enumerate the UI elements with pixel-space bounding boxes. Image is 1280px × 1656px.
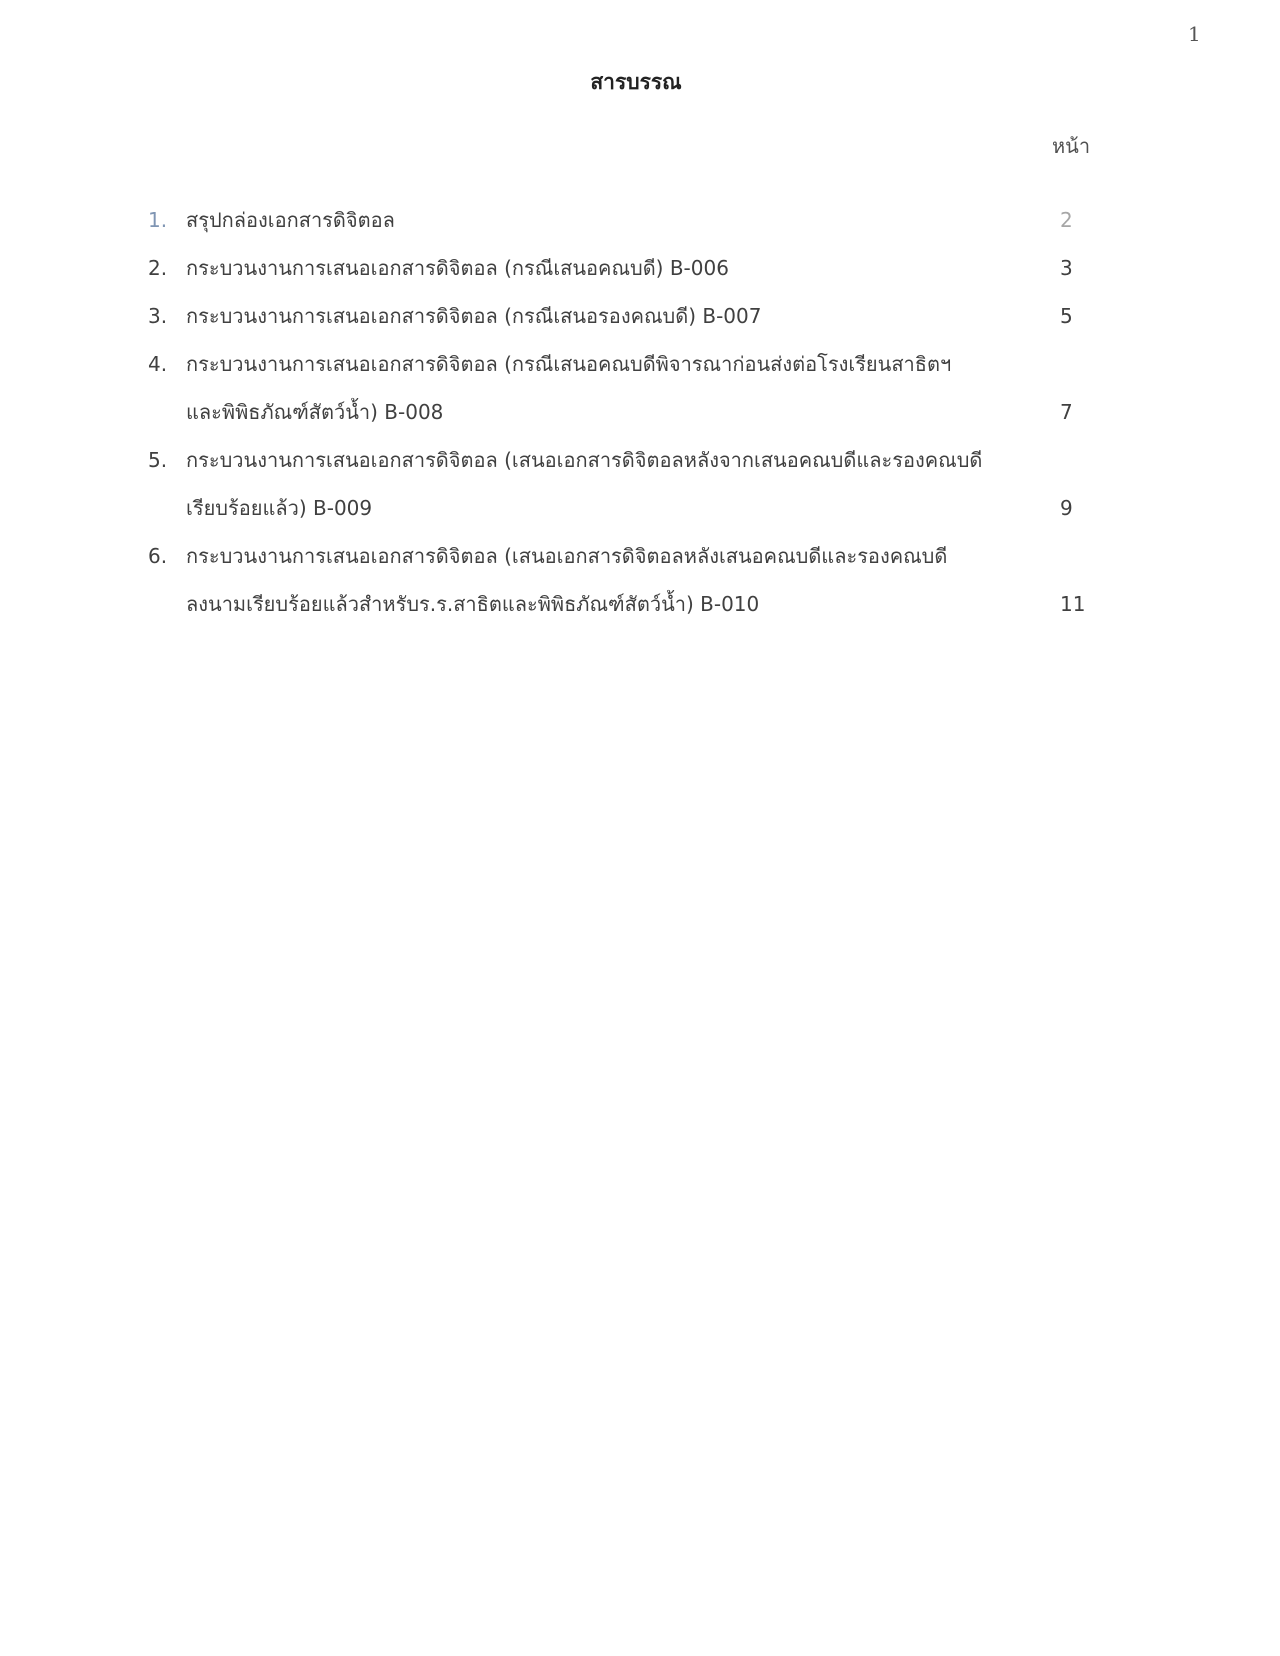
toc-entry-number: 3. [148,304,168,328]
toc-entry-number: 1. [148,208,168,232]
toc-entry-page: 11 [1060,592,1086,616]
toc-entry-page: 5 [1060,304,1073,328]
toc-entry-page: 2 [1060,208,1073,232]
toc-entry-text: และพิพิธภัณฑ์สัตว์น้ำ) B-008 [186,400,444,424]
toc-entry-6-continuation[interactable] [148,580,1098,628]
toc-entry-number: 4. [148,352,168,376]
toc-entry-page: 7 [1060,400,1073,424]
toc-entry-number: 6. [148,544,168,568]
toc-entry-3[interactable] [148,292,1098,340]
toc-entry-4[interactable] [148,340,1098,388]
toc-entry-page: 3 [1060,256,1073,280]
page-title: สารบรรณ [590,70,682,94]
toc-entry-text: กระบวนงานการเสนอเอกสารดิจิตอล (เสนอเอกสารดิจิตอลหลังเสนอคณบดีและรองคณบดี [186,544,948,568]
toc-entry-page: 9 [1060,496,1073,520]
toc-entry-text: เรียบร้อยแล้ว) B-009 [186,496,373,520]
toc-entry-text: กระบวนงานการเสนอเอกสารดิจิตอล (เสนอเอกสารดิจิตอลหลังจากเสนอคณบดีและรองคณบดี [186,448,983,472]
toc-entry-text: กระบวนงานการเสนอเอกสารดิจิตอล (กรณีเสนอคณบดีพิจารณาก่อนส่งต่อโรงเรียนสาธิตฯ [186,352,952,376]
toc-entry-6[interactable] [148,532,1098,580]
toc-entry-5-continuation[interactable] [148,484,1098,532]
toc-entry-1[interactable] [148,196,1098,244]
page-column-header: หน้า [1052,134,1091,158]
toc-entry-4-continuation[interactable] [148,388,1098,436]
page-number: 1 [1188,22,1201,46]
table-of-contents [148,196,1098,628]
toc-entry-text: ลงนามเรียบร้อยแล้วสำหรับร.ร.สาธิตและพิพิธภัณฑ์สัตว์น้ำ) B-010 [186,592,760,616]
toc-entry-text: กระบวนงานการเสนอเอกสารดิจิตอล (กรณีเสนอคณบดี) B-006 [186,256,729,280]
toc-entry-text: กระบวนงานการเสนอเอกสารดิจิตอล (กรณีเสนอรองคณบดี) B-007 [186,304,762,328]
toc-entry-2[interactable] [148,244,1098,292]
toc-entry-number: 2. [148,256,168,280]
toc-entry-5[interactable] [148,436,1098,484]
toc-entry-text: สรุปกล่องเอกสารดิจิตอล [186,208,395,232]
toc-entry-number: 5. [148,448,168,472]
